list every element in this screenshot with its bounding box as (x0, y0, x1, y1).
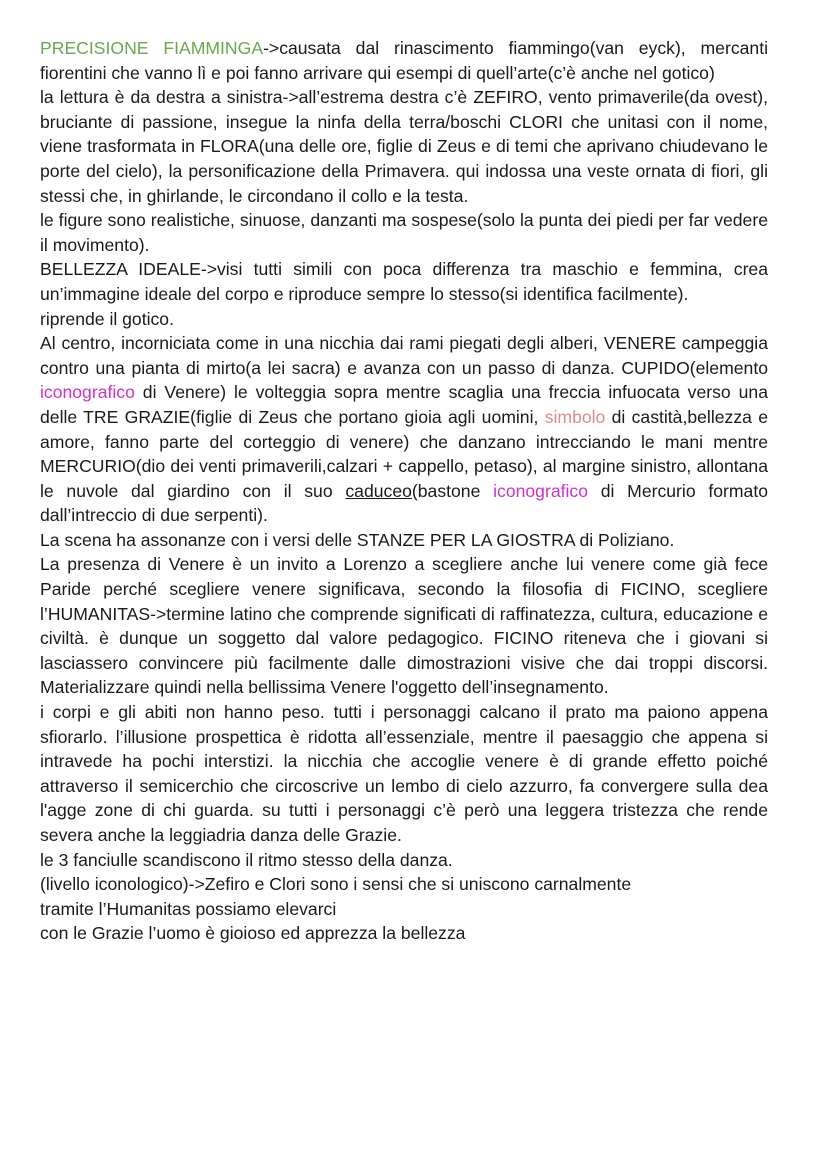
paragraph-text: di Venere) le volteggia sopra mentre scaglia una freccia infuocata verso una delle TRE GRAZIE(figlie di Zeus che portano gioia agli uomini, (40, 382, 768, 427)
highlight-iconografico: iconografico (40, 382, 135, 403)
paragraph-text: ->causata dal rinascimento fiammingo(van eyck), mercanti fiorentini che vanno lì e poi fanno arrivare qui esempi di quell’arte(c’è anche nel gotico) (40, 38, 768, 83)
underlined-caduceo: caduceo (345, 480, 412, 501)
paragraph-grazie: con le Grazie l’uomo è gioioso ed apprezza la bellezza (40, 923, 466, 944)
heading-precisione-fiamminga: PRECISIONE FIAMMINGA (40, 38, 264, 58)
paragraph-corpi: i corpi e gli abiti non hanno peso. tutti i personaggi calcano il prato ma paiono appena sfiorarlo. l’illusione prospettica è ridotta all’essenziale, mentre il paesaggio che appena si intravede ha pochi interstizi. la nicchia che accoglie venere è di grande effetto poiché attraverso il semicerchio che circoscrive un lembo di cielo azzurro, fa convergere sulla dea l'agge zone di chi guarda. su tutti i personaggi c’è però una leggera tristezza che rende severa anche la leggiadria danza delle Grazie. (40, 702, 768, 845)
paragraph-humanitas: La presenza di Venere è un invito a Lorenzo a scegliere anche lui venere come già fece Paride perché scegliere venere significava, secondo la filosofia di FICINO, scegliere l’HUMANITAS->termine latino che comprende significati di raffinatezza, cultura, educazione e civiltà. è dunque un soggetto dal valore pedagogico. FICINO riteneva che i giovani si lasciassero convincere più facilmente dalle dimostrazioni visive che dai troppi discorsi. Materializzare quindi nella bellissima Venere l'oggetto dell’insegnamento. (40, 554, 768, 698)
paragraph-text: Al centro, incorniciata come in una nicchia dai rami piegati degli alberi, VENERE campeggia contro una pianta di mirto(a lei sacra) e avanza con un passo di danza. CUPIDO(elemento (40, 333, 768, 378)
paragraph-venere (40, 331, 768, 528)
highlight-iconografico: iconografico (493, 480, 588, 501)
paragraph-precisione-fiamminga (40, 36, 768, 85)
paragraph-text: di castità,bellezza e amore, fanno parte del corteggio di venere) che danzano intrecciando le mani mentre MERCURIO(dio dei venti primaverili,calzari + cappello, petaso), al margine sinistro, allontana le nuvole dal giardino con il suo (40, 406, 768, 501)
paragraph-text: di Mercurio formato dall’intreccio di due serpenti). (40, 480, 769, 526)
paragraph-stanze: La scena ha assonanze con i versi delle STANZE PER LA GIOSTRA di Poliziano. (40, 529, 675, 550)
paragraph-bellezza-ideale: BELLEZZA IDEALE->visi tutti simili con poca differenza tra maschio e femmina, crea un’immagine ideale del corpo e riproduce sempre lo stesso(si identifica facilmente). (40, 259, 768, 304)
paragraph-text: (bastone (411, 480, 494, 501)
paragraph-zefiro: la lettura è da destra a sinistra->all’estrema destra c’è ZEFIRO, vento primaverile(da ovest), bruciante di passione, insegue la ninfa della terra/boschi CLORI che unitasi con il nome, viene trasformata in FLORA(una delle ore, figlie di Zeus e di temi che aprivano chiudevano le porte del cielo), la personificazione della Primavera. qui indossa una veste ornata di fiori, gli stessi che, in ghirlande, le circondano il collo e la testa. (40, 87, 768, 206)
paragraph-humanitas-elevarci: tramite l’Humanitas possiamo elevarci (40, 898, 337, 919)
paragraph-figure: le figure sono realistiche, sinuose, danzanti ma sospese(solo la punta dei piedi per far vedere il movimento). (40, 210, 768, 255)
paragraph-gotico: riprende il gotico. (40, 308, 174, 329)
highlight-simbolo: simbolo (544, 406, 606, 427)
paragraph-fanciulle: le 3 fanciulle scandiscono il ritmo stesso della danza. (40, 849, 453, 870)
paragraph-iconologico: (livello iconologico)->Zefiro e Clori sono i sensi che si uniscono carnalmente (40, 874, 632, 895)
